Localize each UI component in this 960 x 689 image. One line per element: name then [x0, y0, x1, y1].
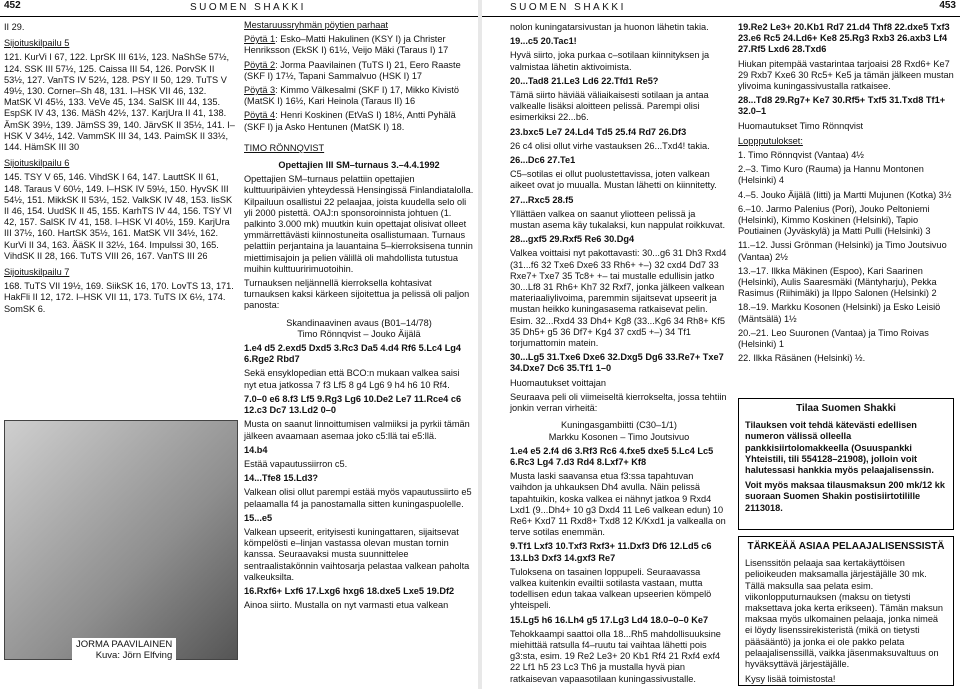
portrait-photo: [4, 420, 238, 660]
game1-line-6: 14...Tfe8 15.Ld3?: [244, 473, 319, 484]
game1-opening: Skandinaavinen avaus (B01–14/78): [286, 317, 432, 328]
game2-players: Markku Kosonen – Timo Joutsivuo: [548, 431, 690, 442]
right-page: [482, 0, 960, 689]
col3b-line-2: 9.Tf1 Lxf3 10.Txf3 Rxf3+ 11.Dxf3 Df6 12.Ld5 c6 13.Lb3 Dxf3 14.gxf3 Re7: [510, 541, 712, 563]
col4-line-1: Hiukan pitempää vastarintaa tarjoaisi 28 Rxd6+ Ke7 29 Rxb7 Kxe6 30 Rc5+ Ke5 ja tämän jälkeen mustan ylivoima kuningassivustalla ratkaisee.: [738, 58, 954, 92]
standing-row-4: 11.–12. Jussi Grönman (Helsinki) ja Timo Joutsivuo (Vantaa) 2½: [738, 240, 947, 262]
board-2-text: : Jorma Paavilainen (TuTS I) 21, Eero Raaste (SKF I) 17½, Tapani Sammalvuo (HSK I) 17: [244, 59, 461, 81]
license-text-1: Lisenssitön pelaaja saa kertakäyttöisen pelioikeuden maksamalla järjestäjälle 30 mk. Tällä maksulla saa pelata esim. viikonlopputurnauksen (maksu on tietysti maksettava joka kerta erikseen). Tämän maksun maksaa myös ulkomainen pelaaja, jonka nimeä ei löydy lisenssirekisteristä (mikä on tietysti pääsääntö) ja jonka ei ole pakko pelata pelaajalisenssillä, vaikka jäsenmaksuvaltuus on hyväksyttävä järjestäjälle.: [745, 558, 943, 670]
board-4: [244, 110, 474, 132]
left-page: [0, 0, 478, 689]
board-3-label: Pöytä 3: [244, 85, 276, 96]
col3-line-9: 27...Rxc5 28.f5: [510, 194, 574, 205]
col3-line-14: Huomautukset voittajan: [510, 377, 607, 388]
game1-line-9: Valkean upseerit, erityisesti kuningattaren, sijaitsevat kömpelösti e–linjan vastassa olevan mustan tornin kanssa. Seuraavaksi musta suunnittelee sentraalistakönnin vaihtosarja pelastaa valkean paholta valkeuksilta.: [244, 526, 470, 582]
section-title-5: Sijoituskilpailu 5: [4, 38, 70, 49]
game1-line-1: Sekä ensyklopedian että BCO:n mukaan valkea saisi nyt etua jatkossa 7 f3 Lf5 8 g4 Lg6 9 h4 h6 10 Rf4.: [244, 368, 460, 390]
col3-line-11: 28...gxf5 29.Rxf5 Re6 30.Dg4: [510, 234, 635, 245]
license-box: [738, 536, 954, 686]
game1-line-3: Musta on saanut linnoittumisen valmiiksi ja pyrkii tämän jälkeen avaamaan asemaa joko c5:llä tai e5:llä.: [244, 419, 470, 441]
col3b-line-3: Tuloksena on tasainen loppupeli. Seuraavassa valkea kuitenkin evailtii sotilasta vastaan, mutta todellisen edun takaa valkean upseerien kömpelö yhteispeli.: [510, 566, 712, 611]
game1-moves: [244, 343, 474, 611]
col3-line-3: 20...Tad8 21.Le3 Ld6 22.Tfd1 Re5?: [510, 75, 659, 86]
final-standings-title: Loppputulokset:: [738, 135, 803, 146]
standing-row-0: 1. Timo Rönnqvist (Vantaa) 4½: [738, 150, 864, 161]
col3-line-4: Tämä siirto häviää väliaikaisesti sotilaan ja antaa valkealle lisäksi aloitteen pelissä. Parempi olisi esimerkiksi 22...b6.: [510, 90, 709, 123]
right-col3: [510, 22, 728, 688]
game1-players: Timo Rönnqvist – Jouko Äijälä: [297, 328, 421, 339]
col3-line-10: Yllättäen valkea on saanut yliotteen pelissä ja mustan asema käy tukalaksi, kun nappulat roikkuvat.: [510, 208, 725, 231]
board-4-label: Pöytä 4: [244, 110, 276, 121]
board-2-label: Pöytä 2: [244, 59, 276, 70]
photo-caption-credit: Kuva: Jörn Elfving: [95, 650, 173, 661]
article-paragraph-2: Turnauksen neljännellä kierroksella kohtasivat turnauksen kaksi kärkeen sijoitettua ja pelissä oli paljon panosta:: [244, 278, 470, 311]
col3b-line-4: 15.Lg5 h6 16.Lh4 g5 17.Lg3 Ld4 18.0–0–0 Ke7: [510, 614, 709, 625]
col3-line-1: 19...c5 20.Tac1!: [510, 36, 577, 47]
photo-caption-name: JORMA PAAVILAINEN: [76, 639, 173, 650]
subscription-box: [738, 398, 954, 530]
col3-line-6: 26 c4 olisi ollut virhe vastauksen 26...Txd4! takia.: [510, 140, 710, 151]
standing-row-6: 18.–19. Markku Kosonen (Helsinki) ja Esko Leisiö (Mäntsälä) 1½: [738, 302, 941, 324]
game2-end: [738, 22, 956, 132]
game1-line-11: Ainoa siirto. Mustalla on nyt varmasti etua valkean: [244, 600, 449, 611]
board-1-text: : Esko–Matti Hakulinen (KSY I) ja Christer Henriksson (EkSK I) 61½, Veijo Mäki (Taraus I) 17: [244, 34, 449, 56]
article-author: TIMO RÖNNQVIST: [244, 142, 325, 153]
subscription-text-2: Voit myös maksaa tilausmaksun 200 mk/12 kk suoraan Suomen Shakin postisiirtotilille 2113018.: [745, 480, 946, 513]
section-body-7: 168. TuTS VII 19½, 169. SiikSK 16, 170. LovTS 13, 171. HakFli II 12, 172. I–HSK VII 11, 173. TuTS IX 6½, 174. SomSK 6.: [4, 281, 234, 314]
game1-line-0: 1.e4 d5 2.exd5 Dxd5 3.Rc3 Da5 4.d4 Rf6 5.Lc4 Lg4 6.Rge2 Rbd7: [244, 343, 462, 365]
col4-line-3: Huomautukset Timo Rönnqvist: [738, 120, 864, 131]
left-col2: [244, 20, 474, 614]
lead-line: II 29.: [4, 22, 25, 32]
board-3-text: : Kimmo Välkesalmi (SKF I) 17, Mikko Kivistö (MatSK I) 16½, Kari Heinola (Taraus II) 16: [244, 85, 459, 107]
right-col4: [738, 22, 956, 367]
license-title: TÄRKEÄÄ ASIAA PELAAJALISENSSISTÄ: [747, 541, 945, 552]
col3b-line-5: Tehokkaampi saattoi olla 18...Rh5 mahdollisuuksine miehittää ratsulla f4–ruutu tai vaihtaa lähetti pois g3:sta, esim. 19 Re2 Le3+ 20 Kb1 Rf4 21 Rxf4 exf4 22 Lf1 h5 23 Lc3 Th6 ja mustalla hyvä pian ratkaisevan vapaasotilaan kuningassivustalle.: [510, 628, 721, 684]
standing-row-2: 4.–5. Jouko Äijälä (Iitti) ja Martti Mujunen (Kotka) 3½: [738, 189, 952, 200]
game1-continuation: [510, 22, 728, 414]
license-text-2: Kysy lisää toimistosta!: [745, 674, 836, 685]
col3-line-0: nolon kuningatarsivustan ja huonon lähetin takia.: [510, 22, 709, 32]
article-title: Opettajien III SM–turnaus 3.–4.4.1992: [278, 160, 440, 171]
standing-row-1: 2.–3. Timo Kuro (Rauma) ja Hannu Montonen (Helsinki) 4: [738, 164, 924, 186]
col3b-line-1: Musta laski saavansa etua f3:ssa tapahtuvan vaihdon ja uhkauksen Dh4 avulla. Näin pelissä tapahtuikin, koska valkea ei nähnyt jatkoa 9 Rxd4 Lxd1 (9...Dh4+ 10 g3 Dxd4 11 Le6 valkean edun) 10 Re6+ Kxd7 11 Rxd8+ Txd8 12 K/Kxd1 ja valkealla on terve sotilas enemmän.: [510, 471, 726, 538]
col3-line-15: Seuraava peli oli viimeiseltä kierrokselta, jossa tehtiin jonkin verran virheitä:: [510, 391, 727, 414]
col4-line-2: 28...Td8 29.Rg7+ Ke7 30.Rf5+ Txf5 31.Txd8 Tf1+ 32.0–1: [738, 95, 946, 117]
col3-line-12: Valkea voittaisi nyt pakottavasti: 30...g6 31 Dh3 Rxd4 (31...f6 32 Txe6 Dxe6 33 Rh6+ +–) 32 cxd4 Dd7 33 Rxe7+ Txe7 35 Tc8+ +– tai mustalle edullisin jatko 30...Lf8 31 Rh6+ Kh7 32 Rxf7, jonka jälkeen valkean materiaaliylivoima, paremmin sijaitsevat upseerit ja mustan heikko kuningasasema ratkaisevat pelin. Esim. 32...Rxd4 33 Dh4+ Kg8 (33...Kg6 34 Rh8+ Kf5 35 Dh5+ g5 36 Df7+ Kg4 37 cxd5 +–) 34 Tf1 torjumattomin matein.: [510, 248, 727, 349]
standing-row-8: 22. Ilkka Räsänen (Helsinki) ½.: [738, 353, 866, 364]
game1-line-10: 16.Rxf6+ Lxf6 17.Lxg6 hxg6 18.dxe5 Lxe5 19.Df2: [244, 585, 455, 596]
photo-caption: [72, 638, 176, 662]
board-1: [244, 34, 474, 56]
section-body-6: 145. TSY V 65, 146. VihdSK I 64, 147. LauttSK II 61, 148. Taraus V 60½, 149. I–HSK IV 59½, 150. HyvSK III 54½, 151. MikkSK II 53½, 152. ValkSK IV 48, 153. lisSK II 46, 154. UudSK II 45, 155. KarhTS IV 44, 156. TSY VI 42, 157. SalSK IV 41, 158. I–HSK VI 40½, 159. KarjUra III 37½, 160. HartSK 35½, 161. MatSK VII 34½, 162. KurVi II 34, 163. ÄäSK II 32½, 164. Impulssi 30, 165. VihdSK II 28, 166. TuTS VIII 26, 167. VanTS III 26: [4, 172, 233, 261]
right-page-number: 453: [939, 0, 956, 11]
col4-line-0: 19.Re2 Le3+ 20.Kb1 Rd7 21.d4 Thf8 22.dxe5 Txf3 23.e6 Rc5 24.Ld6+ Ke8 25.Rg3 Rxb3 26.axb3 Lf4 27.Rf5 Lxd6 28.Txd6: [738, 22, 950, 55]
section-title-6: Sijoituskilpailu 6: [4, 158, 70, 169]
subscription-title: Tilaa Suomen Shakki: [796, 403, 896, 414]
standing-row-7: 20.–21. Leo Suuronen (Vantaa) ja Timo Roivas (Helsinki) 1: [738, 327, 929, 350]
article-paragraph-1: Opettajien SM–turnaus pelattiin opettajien kulttuuripäivien yhteydessä Hensingissä Finlandiatalolla. Kilpailuun osallistui 22 pelaajaa, joista kuudella selo oli yli 2000 pistettä. OAJ:n sponsoroinnista johtuen (1. palkinto 3.000 mk) muutkin kuin opettajat olisivat olleet ymmärrettävästi kiinnostuneita osallistumaan. Turnaus pelattiin perjantaina ja lauantaina 5–kierroksisena tunnin miettimisajoin ja pelien välillä oli mahdollista tutustua muihin kulttuuririmuotoihin.: [244, 174, 474, 274]
section-body-5: 121. KurVi I 67, 122. LprSK III 61½, 123. NaShSe 57½, 124. SSK III 57½, 125. Caissa III 54, 126. PorvSK II 53½, 127. VanTS IV 52½, 128. PSY II 50, 129. TuTS V 49½, 130. Corner–Sh 48, 131. I–HSK VII 46, 132. MatSK VI 45½, 133. VeVe 45, 134. SalSK III 44, 135. EspSK IV 43, 136. MäSh 42½, 137. KarjUra II 41, 138. ÄmSK 39½, 139. JämSS 39, 140. JärvSK II 35½, 141. I–HSK V 34½, 142. VammSK III 34, 143. PaimSK II 33½, 144. HämSK III 30: [4, 52, 235, 153]
game1-line-8: 15...e5: [244, 512, 273, 523]
left-header: [0, 0, 478, 17]
col3-line-7: 26...Dc6 27.Te1: [510, 155, 576, 166]
col3-line-2: Hyvä siirto, joka purkaa c–sotilaan kiinnityksen ja valmistaa lähetin aktivoimista.: [510, 50, 710, 72]
game2-opening: Kuningasgambiitti (C30–1/1): [561, 420, 677, 431]
board-4-text: : Henri Koskinen (EtVaS I) 18½, Antti Pyhälä (SKF I) ja Asko Hentunen (MatSK I) 18.: [244, 110, 456, 132]
subscription-text-1: Tilauksen voit tehdä kätevästi edellisen numeron välissä olleella pankkisiirtolomakkeella (Osuuspankki Yhteistili, tili 554128–21908), jolloin voit halutessasi hankkia myös pelaajalisenssin.: [745, 420, 934, 476]
col3-line-13: 30...Lg5 31.Txe6 Dxe6 32.Dxg5 Dg6 33.Re7+ Txe7 34.Dxe7 Dc6 35.Tf1 1–0: [510, 352, 724, 374]
col3-line-8: C5–sotilas ei ollut puolustettavissa, joten valkean aikeet ovat jo muualla. Mustan lähetti on kiinnitetty.: [510, 169, 717, 191]
final-standings: [738, 150, 956, 364]
board-2: [244, 60, 474, 82]
standing-row-3: 6.–10. Jarmo Palenius (Pori), Jouko Peltoniemi (Helsinki), Kimmo Koskinen (Helsinki), Tapio Poutiainen (Jyväskylä) ja Matti Pulli (Helsinki) 3: [738, 203, 931, 237]
left-col1: [4, 22, 236, 318]
game1-line-4: 14.b4: [244, 444, 268, 455]
left-running-head: SUOMEN SHAKKI: [190, 2, 306, 13]
right-header: [482, 0, 960, 17]
right-running-head: SUOMEN SHAKKI: [510, 2, 626, 13]
game1-line-7: Valkean olisi ollut parempi estää myös vapautussiirto e5 pelaamalla f4 ja panostamalla sitten kuningaspuolelle.: [244, 487, 472, 509]
section-title-7: Sijoituskilpailu 7: [4, 267, 70, 278]
boards-heading: Mestaruussryhmän pöytien parhaat: [244, 20, 389, 30]
standing-row-5: 13.–17. Ilkka Mäkinen (Espoo), Kari Saarinen (Helsinki), Aulis Saaresmäki (Mäntyharju), Pekka Rasimus (Riihimäki) ja Ilppo Salonen (Helsinki) 2: [738, 265, 937, 299]
board-1-label: Pöytä 1: [244, 34, 276, 45]
board-3: [244, 85, 474, 107]
game2-moves: [510, 446, 728, 685]
game1-line-5: Estää vapautussiirron c5.: [244, 458, 348, 469]
left-page-number: 452: [4, 0, 21, 11]
game1-line-2: 7.0–0 e6 8.f3 Lf5 9.Rg3 Lg6 10.De2 Le7 11.Rce4 c6 12.c3 Dc7 13.Ld2 0–0: [244, 393, 462, 416]
col3b-line-0: 1.e4 e5 2.f4 d6 3.Rf3 Rc6 4.fxe5 dxe5 5.Lc4 Lc5 6.Rc3 Lg4 7.d3 Rd4 8.Lxf7+ Kf8: [510, 445, 714, 467]
col3-line-5: 23.bxc5 Le7 24.Ld4 Td5 25.f4 Rd7 26.Df3: [510, 126, 687, 137]
